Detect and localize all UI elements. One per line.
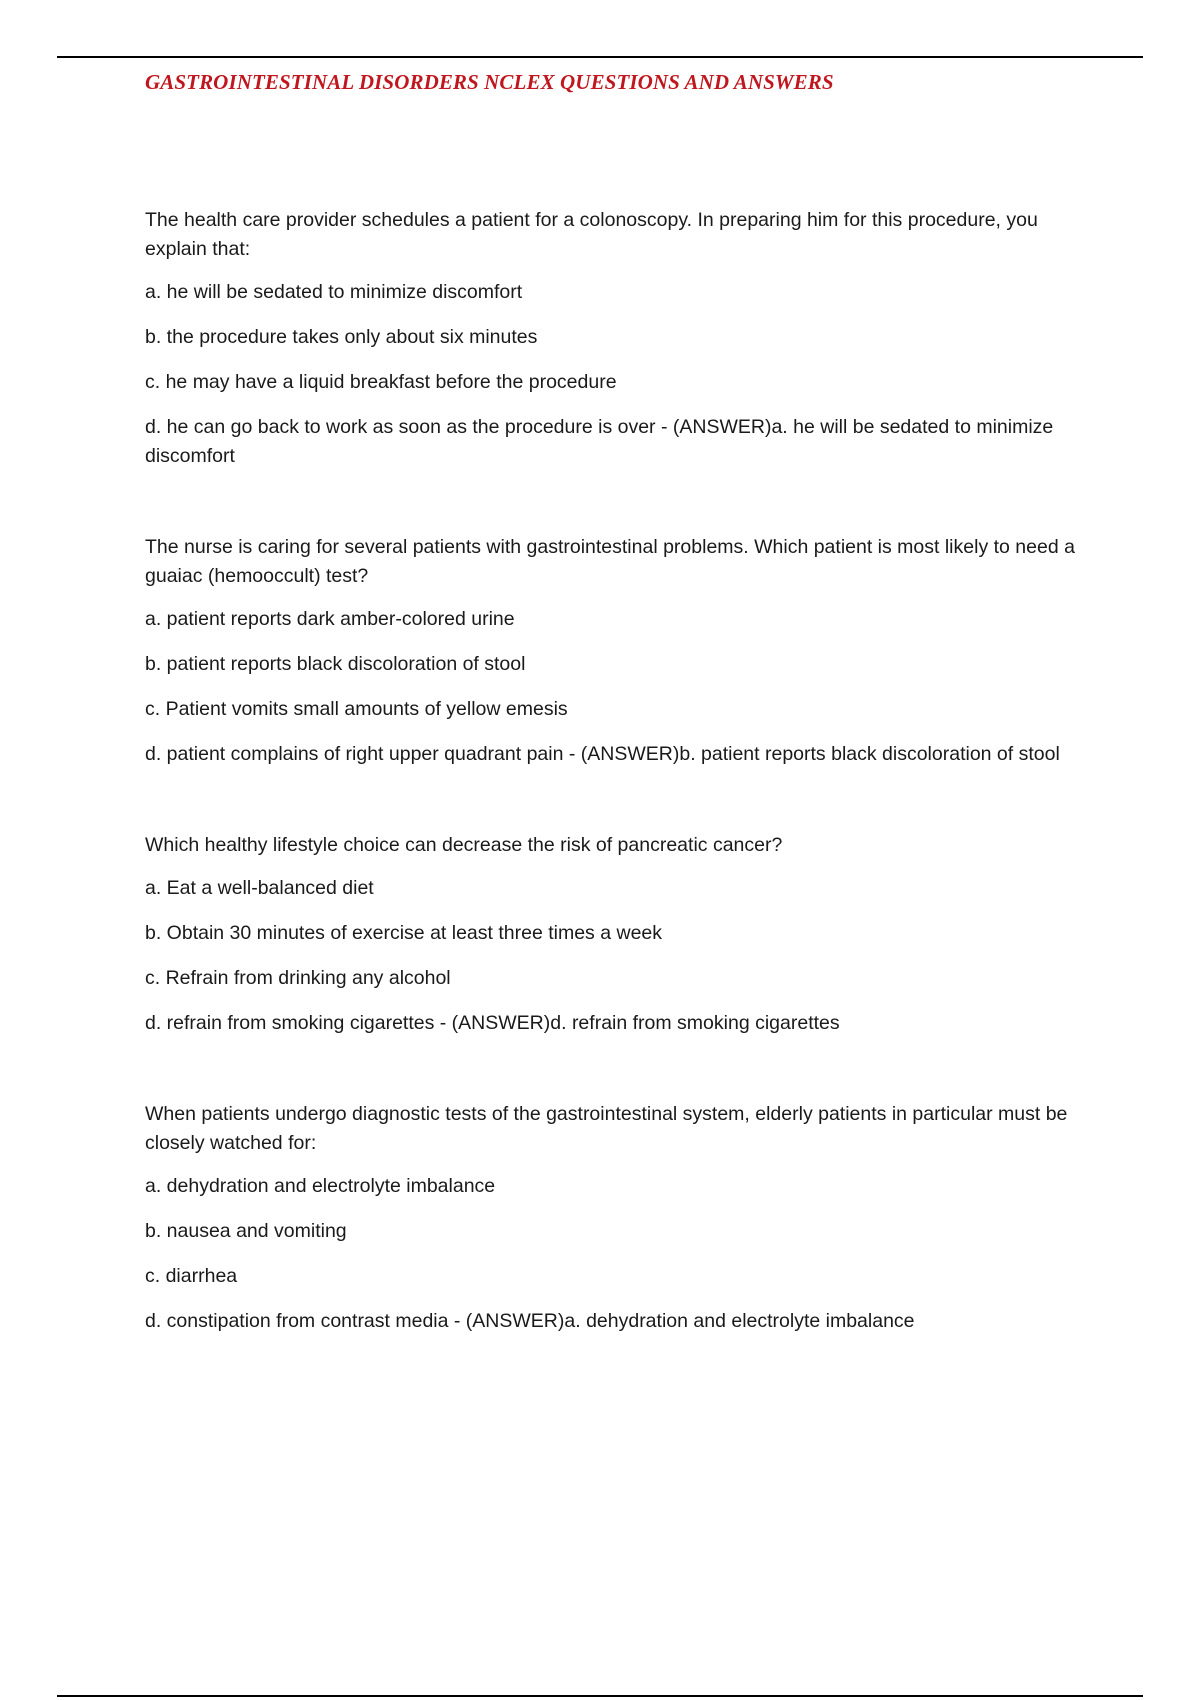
question-list: [145, 206, 1085, 1398]
answer-option-c: c. diarrhea: [145, 1265, 238, 1287]
answer-option-b: b. Obtain 30 minutes of exercise at least three times a week: [145, 922, 663, 944]
question-block-1: [145, 206, 1085, 471]
answer-option-c: c. Patient vomits small amounts of yellow emesis: [145, 698, 568, 720]
answer-option-a: a. Eat a well-balanced diet: [145, 877, 374, 899]
document-title: GASTROINTESTINAL DISORDERS NCLEX QUESTIONS AND ANSWERS: [145, 70, 834, 94]
answer-option-d-with-answer: d. refrain from smoking cigarettes - (ANSWER)d. refrain from smoking cigarettes: [145, 1012, 840, 1034]
question-stem: Which healthy lifestyle choice can decrease the risk of pancreatic cancer?: [145, 834, 783, 856]
answer-option-a: a. he will be sedated to minimize discomfort: [145, 281, 523, 303]
answer-option-b: b. patient reports black discoloration of stool: [145, 653, 526, 675]
answer-option-d-with-answer: d. patient complains of right upper quadrant pain - (ANSWER)b. patient reports black discoloration of stool: [145, 743, 1060, 765]
answer-option-b: b. nausea and vomiting: [145, 1220, 347, 1242]
answer-option-b: b. the procedure takes only about six minutes: [145, 326, 538, 348]
answer-option-a: a. patient reports dark amber-colored urine: [145, 608, 515, 630]
answer-option-a: a. dehydration and electrolyte imbalance: [145, 1175, 496, 1197]
footer-rule: [57, 1695, 1143, 1697]
header-rule: [57, 56, 1143, 58]
question-stem: The health care provider schedules a patient for a colonoscopy. In preparing him for this procedure, you explain that:: [145, 209, 1038, 260]
answer-option-c: c. he may have a liquid breakfast before the procedure: [145, 371, 617, 393]
question-stem: The nurse is caring for several patients with gastrointestinal problems. Which patient is most likely to need a guaiac (hemooccult) test?: [145, 536, 1075, 587]
answer-option-d-with-answer: d. he can go back to work as soon as the procedure is over - (ANSWER)a. he will be sedated to minimize discomfort: [145, 416, 1054, 467]
question-block-3: [145, 831, 1085, 1038]
answer-option-d-with-answer: d. constipation from contrast media - (ANSWER)a. dehydration and electrolyte imbalance: [145, 1310, 915, 1332]
question-stem: When patients undergo diagnostic tests of the gastrointestinal system, elderly patients in particular must be closely watched for:: [145, 1103, 1068, 1154]
answer-option-c: c. Refrain from drinking any alcohol: [145, 967, 451, 989]
question-block-4: [145, 1100, 1085, 1336]
question-block-2: [145, 533, 1085, 769]
